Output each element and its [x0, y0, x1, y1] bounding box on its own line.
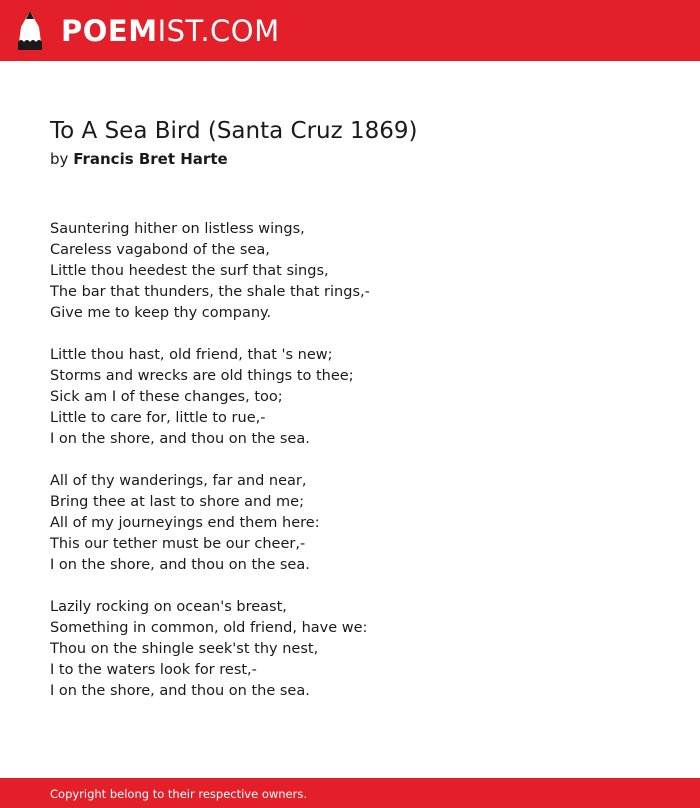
poem-line: I on the shore, and thou on the sea.	[50, 557, 310, 573]
poem-line: All of my journeyings end them here:	[50, 515, 320, 531]
poem-line: Give me to keep thy company.	[50, 305, 272, 321]
poem-line: Little to care for, little to rue,-	[50, 410, 266, 426]
stanza	[50, 597, 650, 702]
brand-light: IST.COM	[157, 14, 280, 48]
poem-line: All of thy wanderings, far and near,	[50, 473, 307, 489]
poem-line: Little thou hast, old friend, that 's new;	[50, 347, 333, 363]
by-label: by	[50, 150, 69, 168]
poem-line: I on the shore, and thou on the sea.	[50, 431, 310, 447]
poem-line: Something in common, old friend, have we:	[50, 620, 368, 636]
poem-title: To A Sea Bird (Santa Cruz 1869)	[50, 118, 418, 144]
poem-line: I to the waters look for rest,-	[50, 662, 257, 678]
poem-line: This our tether must be our cheer,-	[50, 536, 306, 552]
pencil-tip-icon[interactable]	[17, 10, 43, 52]
byline	[50, 148, 228, 170]
poem-line: I on the shore, and thou on the sea.	[50, 683, 310, 699]
poem-line: Sauntering hither on listless wings,	[50, 221, 305, 237]
site-logo-link[interactable]	[61, 13, 280, 49]
poem-line: The bar that thunders, the shale that rings,-	[50, 284, 370, 300]
poem-line: Storms and wrecks are old things to thee;	[50, 368, 354, 384]
poem-line: Sick am I of these changes, too;	[50, 389, 283, 405]
poem-line: Lazily rocking on ocean's breast,	[50, 599, 287, 615]
poem-body	[50, 219, 650, 723]
copyright-notice: Copyright belong to their respective owners.	[50, 787, 308, 801]
stanza	[50, 219, 650, 324]
poem-line: Little thou heedest the surf that sings,	[50, 263, 329, 279]
poem-line: Careless vagabond of the sea,	[50, 242, 270, 258]
site-header	[0, 0, 700, 61]
brand-bold: POEM	[61, 14, 158, 48]
site-footer	[0, 778, 700, 808]
poem-line: Thou on the shingle seek'st thy nest,	[50, 641, 319, 657]
poem-line: Bring thee at last to shore and me;	[50, 494, 304, 510]
author-name: Francis Bret Harte	[73, 150, 228, 168]
stanza	[50, 471, 650, 576]
stanza	[50, 345, 650, 450]
